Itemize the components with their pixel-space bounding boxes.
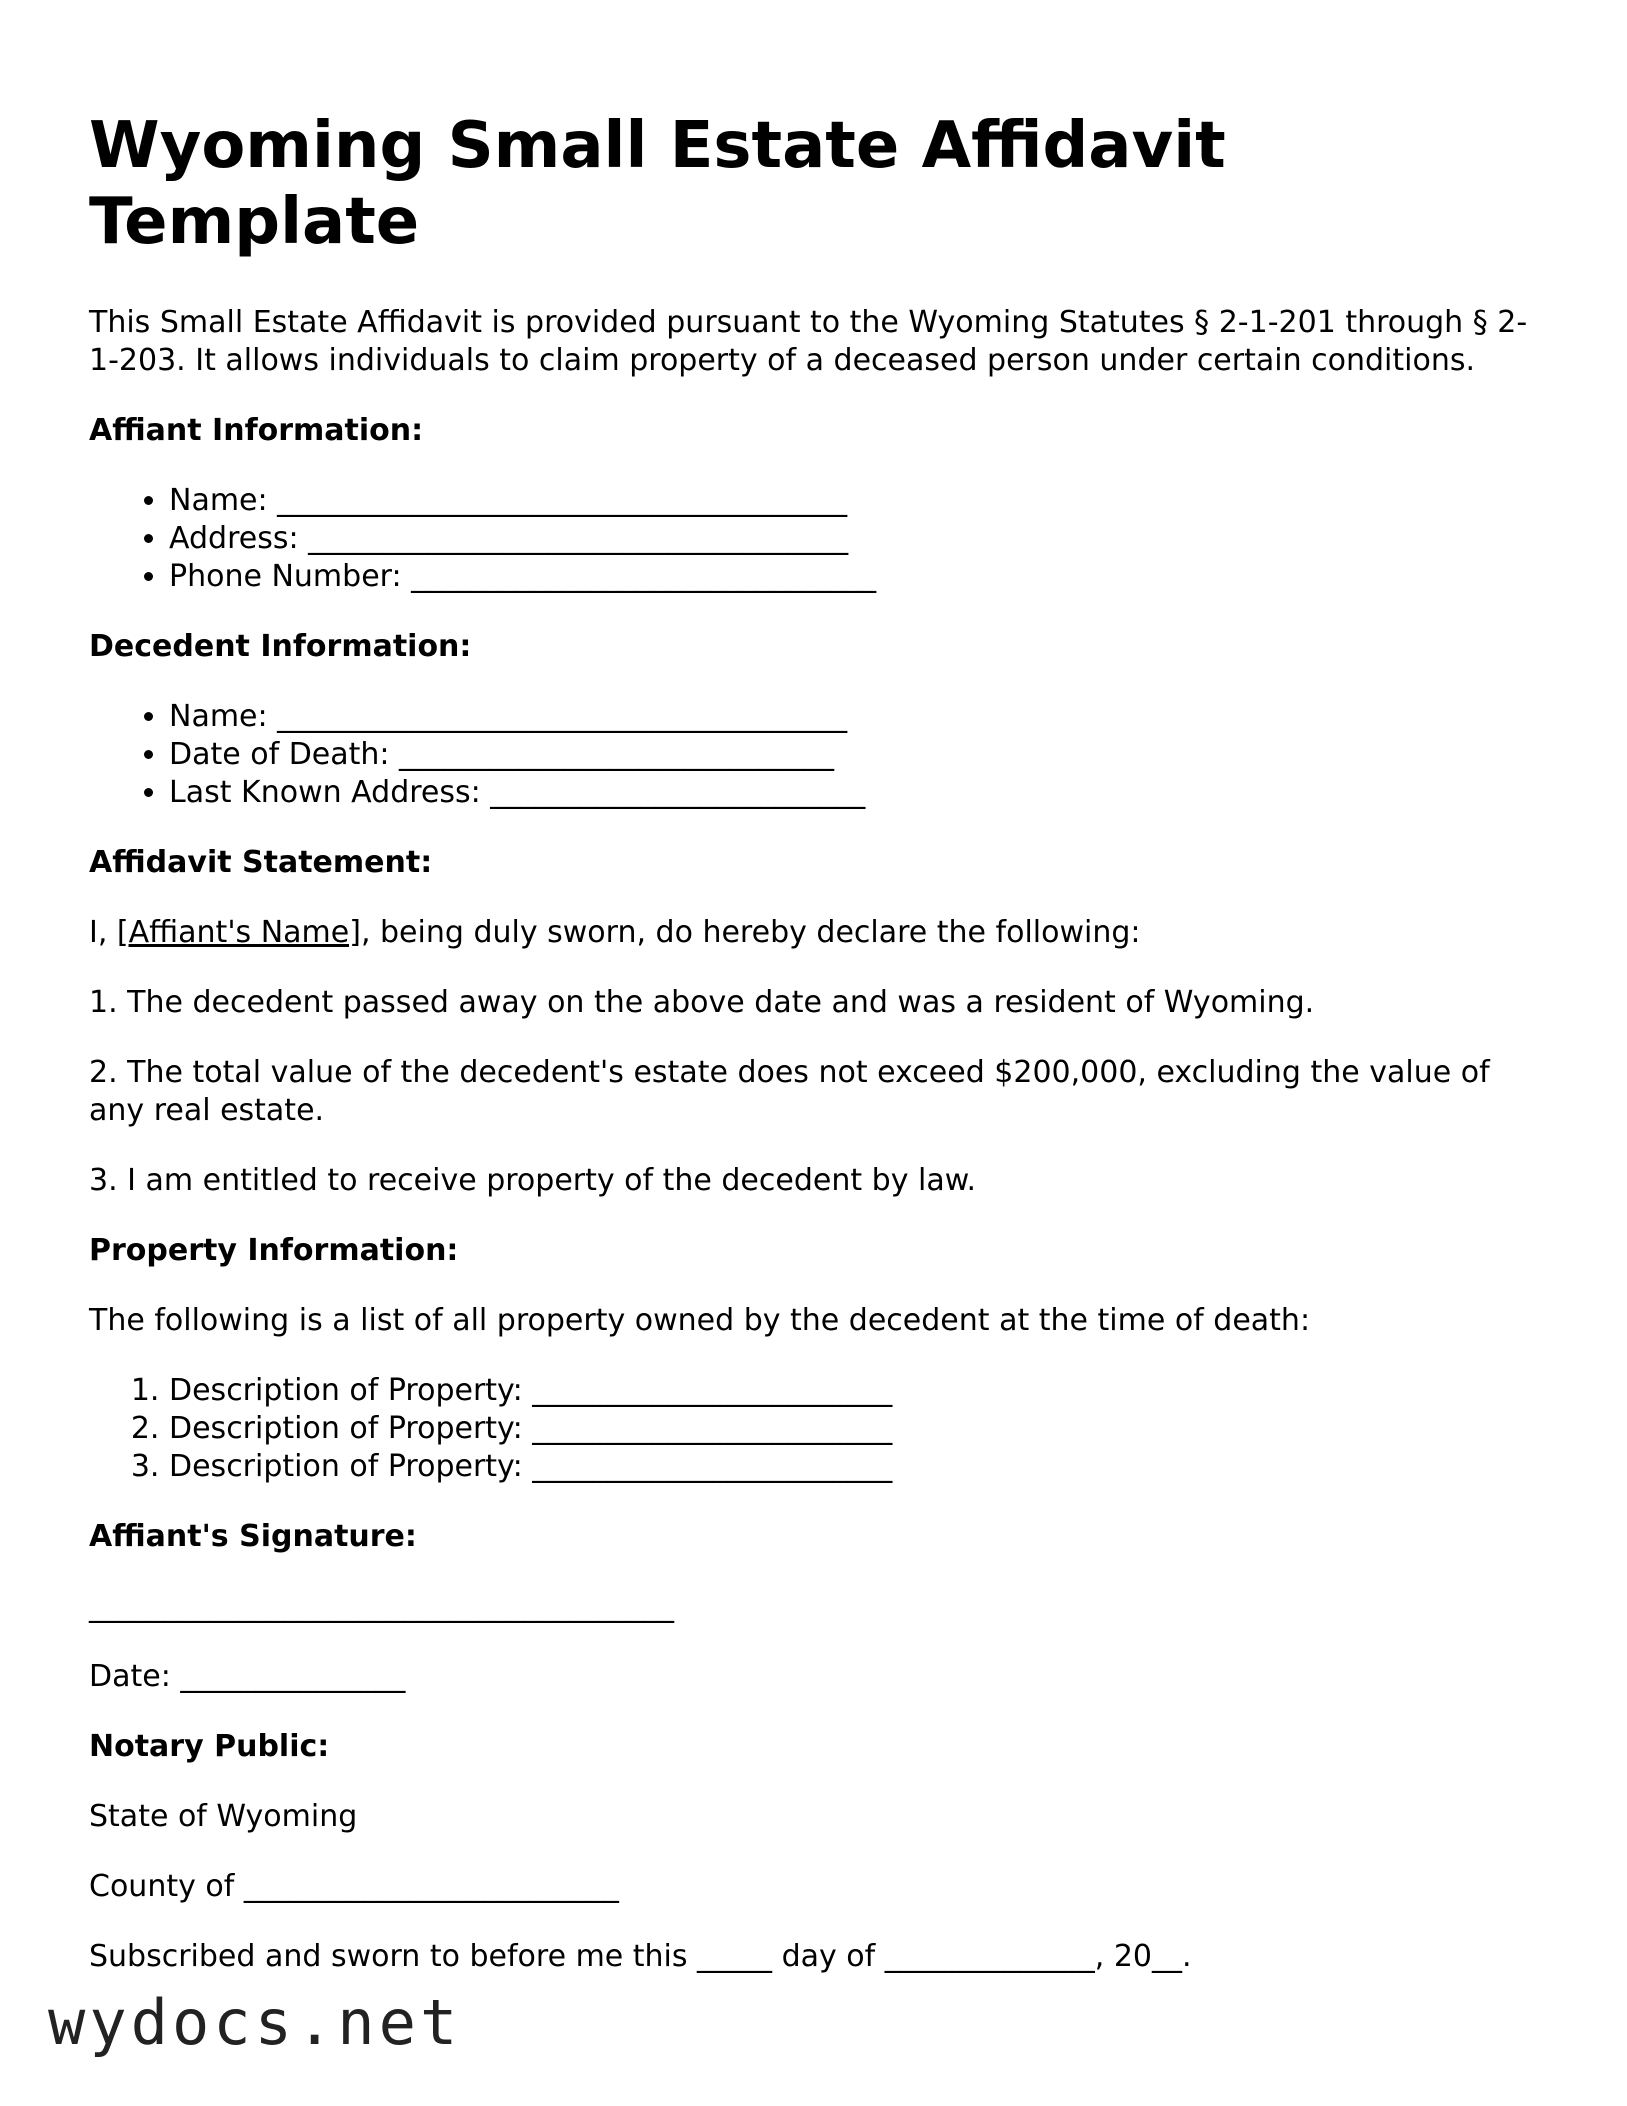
decedent-list xyxy=(89,698,1549,812)
statement-point: 1. The decedent passed away on the above date and was a resident of Wyoming. xyxy=(89,985,1315,1020)
page-title: Wyoming Small Estate Affidavit Template xyxy=(89,109,1226,259)
document xyxy=(89,108,1549,2008)
property-intro: The following is a list of all property owned by the decedent at the time of death: xyxy=(89,1303,1311,1338)
signature-heading: Affiant's Signature: xyxy=(89,1519,417,1554)
affiant-list xyxy=(89,482,1549,596)
property-item: 3. Description of Property: ________________________ xyxy=(169,1448,1549,1486)
statement-heading: Affidavit Statement: xyxy=(89,845,433,880)
signature-line: _______________________________________ xyxy=(89,1589,674,1624)
notary-heading: Notary Public: xyxy=(89,1729,330,1764)
affiant-name-placeholder: [Affiant's Name] xyxy=(116,915,361,950)
statement-point: 3. I am entitled to receive property of the decedent by law. xyxy=(89,1163,977,1198)
property-list xyxy=(89,1372,1549,1486)
statement-suffix: , being duly sworn, do hereby declare the following: xyxy=(360,915,1141,950)
statement-point: 2. The total value of the decedent's estate does not exceed $200,000, excluding the value of any real estate. xyxy=(89,1055,1490,1128)
notary-subscribed: Subscribed and sworn to before me this _____ day of ______________, 20__. xyxy=(89,1939,1192,1974)
notary-county: County of _________________________ xyxy=(89,1869,619,1904)
property-item: 1. Description of Property: ________________________ xyxy=(169,1372,1549,1410)
decedent-name-field: • Name: ______________________________________ xyxy=(169,698,1549,736)
affiant-address-field: • Address: ____________________________________ xyxy=(169,520,1549,558)
affiant-phone-field: • Phone Number: _______________________________ xyxy=(169,558,1549,596)
affiant-heading: Affiant Information: xyxy=(89,413,424,448)
property-heading: Property Information: xyxy=(89,1233,459,1268)
statement-declaration xyxy=(89,914,1549,952)
signature-date: Date: _______________ xyxy=(89,1659,406,1694)
watermark-logo: wydocs.net xyxy=(48,1986,462,2059)
affiant-name-field: • Name: ______________________________________ xyxy=(169,482,1549,520)
notary-state: State of Wyoming xyxy=(89,1799,358,1834)
decedent-death-date-field: • Date of Death: _____________________________ xyxy=(169,736,1549,774)
decedent-address-field: • Last Known Address: _________________________ xyxy=(169,774,1549,812)
statement-prefix: I, xyxy=(89,915,117,950)
intro-paragraph: This Small Estate Affidavit is provided pursuant to the Wyoming Statutes § 2-1-201 through § 2-1-203. It allows individuals to claim property of a deceased person under certain conditions. xyxy=(89,305,1528,378)
property-item: 2. Description of Property: ________________________ xyxy=(169,1410,1549,1448)
decedent-heading: Decedent Information: xyxy=(89,629,472,664)
